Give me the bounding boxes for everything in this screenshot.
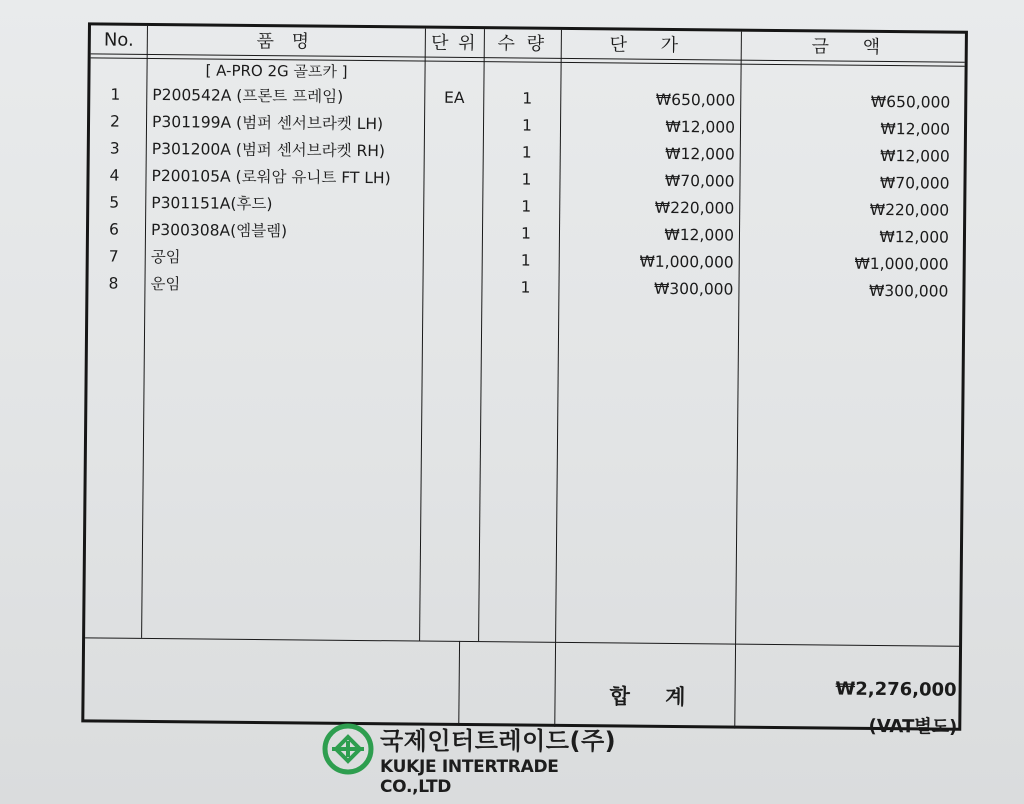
row-2-amount: ₩12,000 xyxy=(880,119,951,139)
header-no: No. xyxy=(103,29,134,51)
row-7-name: 공임 xyxy=(150,247,181,267)
row-4-qty: 1 xyxy=(521,170,532,189)
row-6-no: 6 xyxy=(108,220,120,239)
row-7-qty: 1 xyxy=(520,251,531,270)
row-1-unit: EA xyxy=(444,88,465,107)
row-1-price: ₩650,000 xyxy=(655,90,736,110)
row-5-amount: ₩220,000 xyxy=(869,200,950,220)
total-label: 합 계 xyxy=(609,684,700,710)
row-4-no: 4 xyxy=(109,166,120,185)
row-1-no: 1 xyxy=(110,85,121,104)
table-border xyxy=(81,22,968,730)
row-4-amount: ₩70,000 xyxy=(879,173,950,193)
row-2-no: 2 xyxy=(110,112,121,131)
row-6-name: P300308A(엠블렘) xyxy=(150,220,288,241)
row-5-price: ₩220,000 xyxy=(654,198,735,218)
company-name-en: KUKJE INTERTRADE CO.,LTD xyxy=(380,757,559,797)
row-1-name: P200542A (프론트 프레임) xyxy=(152,85,344,106)
header-name: 품 명 xyxy=(256,30,316,53)
col-divider-footer-left xyxy=(458,641,460,726)
row-3-qty: 1 xyxy=(521,143,532,162)
company-logo-icon xyxy=(322,723,374,775)
row-6-amount: ₩12,000 xyxy=(879,227,950,247)
total-value: ₩2,276,000 xyxy=(835,678,957,701)
row-7-price: ₩1,000,000 xyxy=(639,252,734,272)
row-8-name: 운임 xyxy=(150,274,181,294)
company-logo xyxy=(322,717,622,797)
header-amount: 금 액 xyxy=(811,36,895,59)
row-3-no: 3 xyxy=(109,139,120,158)
row-4-name: P200105A (로워암 유니트 FT LH) xyxy=(151,166,391,188)
section-title: [ A-PRO 2G 골프카 ] xyxy=(205,61,348,81)
row-8-qty: 1 xyxy=(520,278,531,297)
header-price: 단 가 xyxy=(609,34,693,57)
invoice-table xyxy=(45,22,972,741)
row-5-name: P301151A(후드) xyxy=(151,193,273,214)
vat-note: (VAT별도) xyxy=(868,715,958,738)
row-5-qty: 1 xyxy=(521,197,532,216)
row-8-amount: ₩300,000 xyxy=(868,281,949,301)
row-5-no: 5 xyxy=(109,193,120,212)
row-6-qty: 1 xyxy=(520,224,532,243)
row-2-price: ₩12,000 xyxy=(665,117,736,137)
row-1-qty: 1 xyxy=(522,89,533,108)
col-divider-no xyxy=(141,26,148,638)
row-3-price: ₩12,000 xyxy=(665,144,735,164)
col-divider-name xyxy=(419,29,426,641)
row-8-price: ₩300,000 xyxy=(653,279,734,299)
row-6-price: ₩12,000 xyxy=(664,225,735,245)
row-2-qty: 1 xyxy=(522,116,533,135)
header-unit: 단 위 xyxy=(430,32,478,55)
row-7-no: 7 xyxy=(108,247,119,266)
row-3-amount: ₩12,000 xyxy=(880,146,950,166)
company-name-ko: 국제인터트레이드(주) xyxy=(380,727,617,755)
row-4-price: ₩70,000 xyxy=(664,171,735,191)
row-1-amount: ₩650,000 xyxy=(870,92,951,112)
footer-divider xyxy=(85,637,959,646)
row-2-name: P301199A (범퍼 센서브라켓 LH) xyxy=(151,112,384,134)
row-7-amount: ₩1,000,000 xyxy=(854,254,949,274)
row-8-no: 8 xyxy=(108,274,119,293)
row-3-name: P301200A (범퍼 센서브라켓 RH) xyxy=(151,139,386,161)
header-qty: 수 량 xyxy=(497,33,548,55)
